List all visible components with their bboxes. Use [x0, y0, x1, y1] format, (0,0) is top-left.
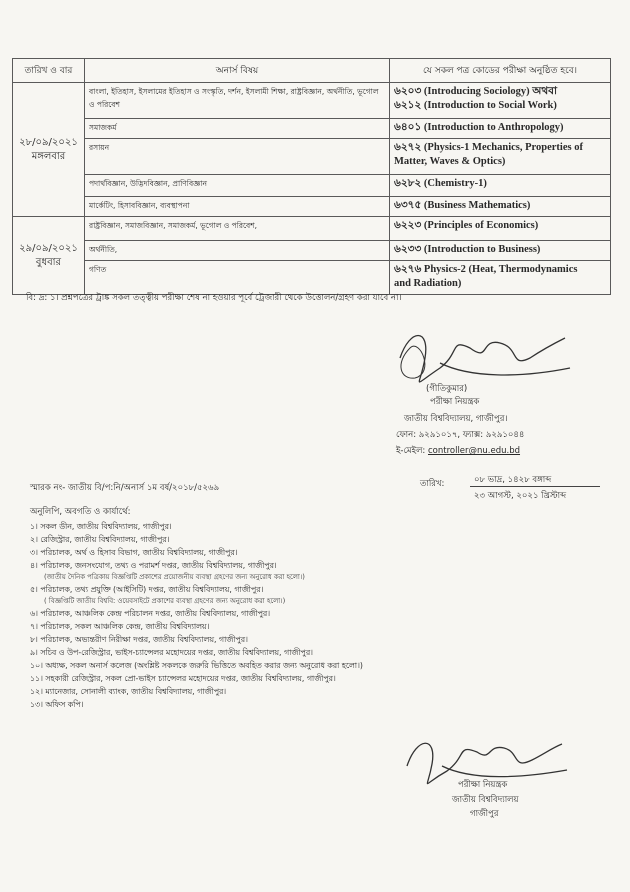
controller-name: (গীতিকুমার): [426, 384, 468, 394]
signature-icon: [380, 318, 580, 388]
paper-line: Matter, Waves & Optics): [394, 156, 506, 167]
paper-cell: ৬২৮২ (Chemistry-1): [390, 175, 611, 197]
paper-line: and Radiation): [394, 278, 462, 289]
email-link[interactable]: controller@nu.edu.bd: [427, 446, 521, 456]
table-row: [13, 139, 611, 175]
weekday-value: মঙ্গলবার: [31, 150, 66, 162]
list-item-note: ( বিজ্ঞপ্তিটি জাতীয় বিশ্ববি: ওয়েবসাইটে প্রকাশের ব্যবস্থা গ্রহণের জন্য অনুরোধ করা হলো।): [44, 597, 286, 605]
fax-label: ফ্যাক্স:: [462, 430, 484, 440]
paper-line: ৬২৭২ (Physics-1 Mechanics, Properties of: [394, 142, 583, 153]
paper-cell: [390, 139, 611, 175]
footnote: বি: দ্র: ১। প্রশ্নপত্রের ট্রাঙ্ক সকল তত্ত্বীয় পরীক্ষা শেষ না হওয়ার পূর্বে ট্রেজারী থেকে উত্তোলন/গ্রহণ করা যাবে না।: [26, 293, 402, 303]
subject-cell: বাংলা, ইতিহাস, ইসলামের ইতিহাস ও সংস্কৃতি, দর্শন, ইসলামী শিক্ষা, রাষ্ট্রবিজ্ঞান, অর্থনীতি, ভূগোল ও পরিবেশ: [85, 83, 390, 119]
table-row: [13, 197, 611, 217]
list-item: ১০। অধ্যক্ষ, সকল অনার্স কলেজ (অংশ্লিষ্ট সকলকে জরুরি ভিত্তিতে অবহিত করার জন্য অনুরোধ করা হলো।): [30, 661, 363, 670]
header-paper: যে সকল পত্র কোডের পরীক্ষা অনুষ্ঠিত হবে।: [390, 59, 611, 83]
list-item: ৮। পরিচালক, অভ্যন্তরীণ নিরীক্ষা দপ্তর, জাতীয় বিশ্ববিদ্যালয়, গাজীপুর।: [30, 635, 248, 644]
table-row: [13, 175, 611, 197]
header-subject: অনার্স বিষয়: [85, 59, 390, 83]
phone-label: ফোন:: [396, 430, 417, 440]
controller-contact: [396, 428, 524, 442]
email-label: ই-মেইল:: [396, 446, 426, 456]
controller-title: পরীক্ষা নিয়ন্ত্রক: [430, 397, 480, 407]
controller-org: জাতীয় বিশ্ববিদ্যালয়, গাজীপুর।: [404, 414, 508, 424]
date-divider: [470, 486, 600, 487]
paper-cell: ৬২৩৩ (Introduction to Business): [390, 241, 611, 261]
memo-date-bangla: ০৮ ভাদ্র, ১৪২৮ বঙ্গাব্দ: [474, 475, 552, 485]
paper-cell: [390, 261, 611, 295]
subject-cell: গণিত: [85, 261, 390, 295]
list-item: ১৩। অফিস কপি।: [30, 700, 84, 709]
table-header-row: [13, 59, 611, 83]
list-item-note: (জাতীয় দৈনিক পত্রিকায় বিজ্ঞপ্তিটি প্রকাশের প্রয়োজনীয় ব্যবস্থা গ্রহণের জন্য অনুরোধ করা হলো।): [44, 573, 305, 581]
cc-heading: অনুলিপি, অবগতি ও কার্যার্থে:: [30, 507, 131, 517]
subject-cell: পদার্থবিজ্ঞান, উদ্ভিদবিজ্ঞান, প্রাণিবিজ্ঞান: [85, 175, 390, 197]
memo-date-label: তারিখ:: [420, 479, 445, 489]
cc-list: [30, 520, 363, 711]
list-item: ৬। পরিচালক, আঞ্চলিক কেন্দ্র পরিচালন দপ্তর, জাতীয় বিশ্ববিদ্যালয়, গাজীপুর।: [30, 609, 270, 618]
header-date: তারিখ ও বার: [13, 59, 85, 83]
date-value: ২৯/০৯/২০২১: [19, 242, 78, 254]
list-item: ১১। সহকারী রেজিস্ট্রার, সকল প্রো-ভাইস চ্যান্সেলর মহোদয়ের দপ্তর, জাতীয় বিশ্ববিদ্যালয়, গাজীপুর।: [30, 674, 336, 683]
memo-date-english: ২৩ আগস্ট, ২০২১ খ্রিস্টাব্দ: [474, 491, 567, 501]
subject-cell: অর্থনীতি,: [85, 241, 390, 261]
subject-cell: মার্কেটিং, হিসাববিজ্ঞান, ব্যবস্থাপনা: [85, 197, 390, 217]
paper-line: ৬২০৩ (Introducing Sociology) অথবা: [394, 86, 558, 97]
list-item: ৫। পরিচালক, তথ্য প্রযুক্তি (আইসিটি) দপ্তর, জাতীয় বিশ্ববিদ্যালয়, গাজীপুর।: [30, 585, 264, 594]
date-value: ২৮/০৯/২০২১: [19, 136, 78, 148]
memo-ref: স্মারক নং- জাতীয় বি/প:নি/অনার্স ১ম বর্ষ/২০১৮/৫২৬৯: [30, 483, 220, 493]
list-item: ৯। সচিব ও উপ-রেজিস্ট্রার, ভাইস-চ্যান্সেলর মহোদয়ের দপ্তর, জাতীয় বিশ্ববিদ্যালয়, গাজীপুর।: [30, 648, 313, 657]
fax-value: ৯২৯১০৪৪: [485, 430, 525, 440]
paper-cell: [390, 83, 611, 119]
list-item: ৪। পরিচালক, জনসংযোগ, তথ্য ও পরামর্শ দপ্তর, জাতীয় বিশ্ববিদ্যালয়, গাজীপুর।: [30, 561, 277, 570]
table-row: [13, 217, 611, 241]
date-cell-day1: [13, 83, 85, 217]
footer-org: জাতীয় বিশ্ববিদ্যালয়: [452, 795, 519, 805]
subject-cell: রসায়ন: [85, 139, 390, 175]
subject-cell: সমাজকর্ম: [85, 119, 390, 139]
subject-cell: রাষ্ট্রবিজ্ঞান, সমাজবিজ্ঞান, সমাজকর্ম, ভূগোল ও পরিবেশ,: [85, 217, 390, 241]
list-item: ১২। ম্যানেজার, সোনালী ব্যাংক, জাতীয় বিশ্ববিদ্যালয়, গাজীপুর।: [30, 687, 227, 696]
table-row: [13, 261, 611, 295]
paper-line: ৬২৭৬ Physics-2 (Heat, Thermodynamics: [394, 264, 578, 275]
list-item: ২। রেজিস্ট্রার, জাতীয় বিশ্ববিদ্যালয়, গাজীপুর।: [30, 535, 170, 544]
footer-title: পরীক্ষা নিয়ন্ত্রক: [458, 780, 508, 790]
footer-city: গাজীপুর: [470, 809, 499, 819]
list-item: ১। সকল ডীন, জাতীয় বিশ্ববিদ্যালয়, গাজীপুর।: [30, 522, 172, 531]
exam-schedule-table: [12, 58, 611, 295]
controller-email: [396, 444, 520, 458]
paper-cell: ৬৩৭৫ (Business Mathematics): [390, 197, 611, 217]
table-row: [13, 241, 611, 261]
list-item: ৭। পরিচালক, সকল আঞ্চলিক কেন্দ্র, জাতীয় বিশ্ববিদ্যালয়।: [30, 622, 210, 631]
paper-line: ৬২১২ (Introduction to Social Work): [394, 100, 557, 111]
paper-cell: ৬৪০১ (Introduction to Anthropology): [390, 119, 611, 139]
table-row: [13, 119, 611, 139]
table-row: [13, 83, 611, 119]
phone-value: ৯২৯১০১৭,: [418, 430, 461, 440]
date-cell-day2: [13, 217, 85, 295]
paper-cell: ৬২২৩ (Principles of Economics): [390, 217, 611, 241]
weekday-value: বুধবার: [35, 256, 62, 268]
signature-icon: [392, 726, 572, 786]
list-item: ৩। পরিচালক, অর্থ ও হিসাব বিভাগ, জাতীয় বিশ্ববিদ্যালয়, গাজীপুর।: [30, 548, 238, 557]
